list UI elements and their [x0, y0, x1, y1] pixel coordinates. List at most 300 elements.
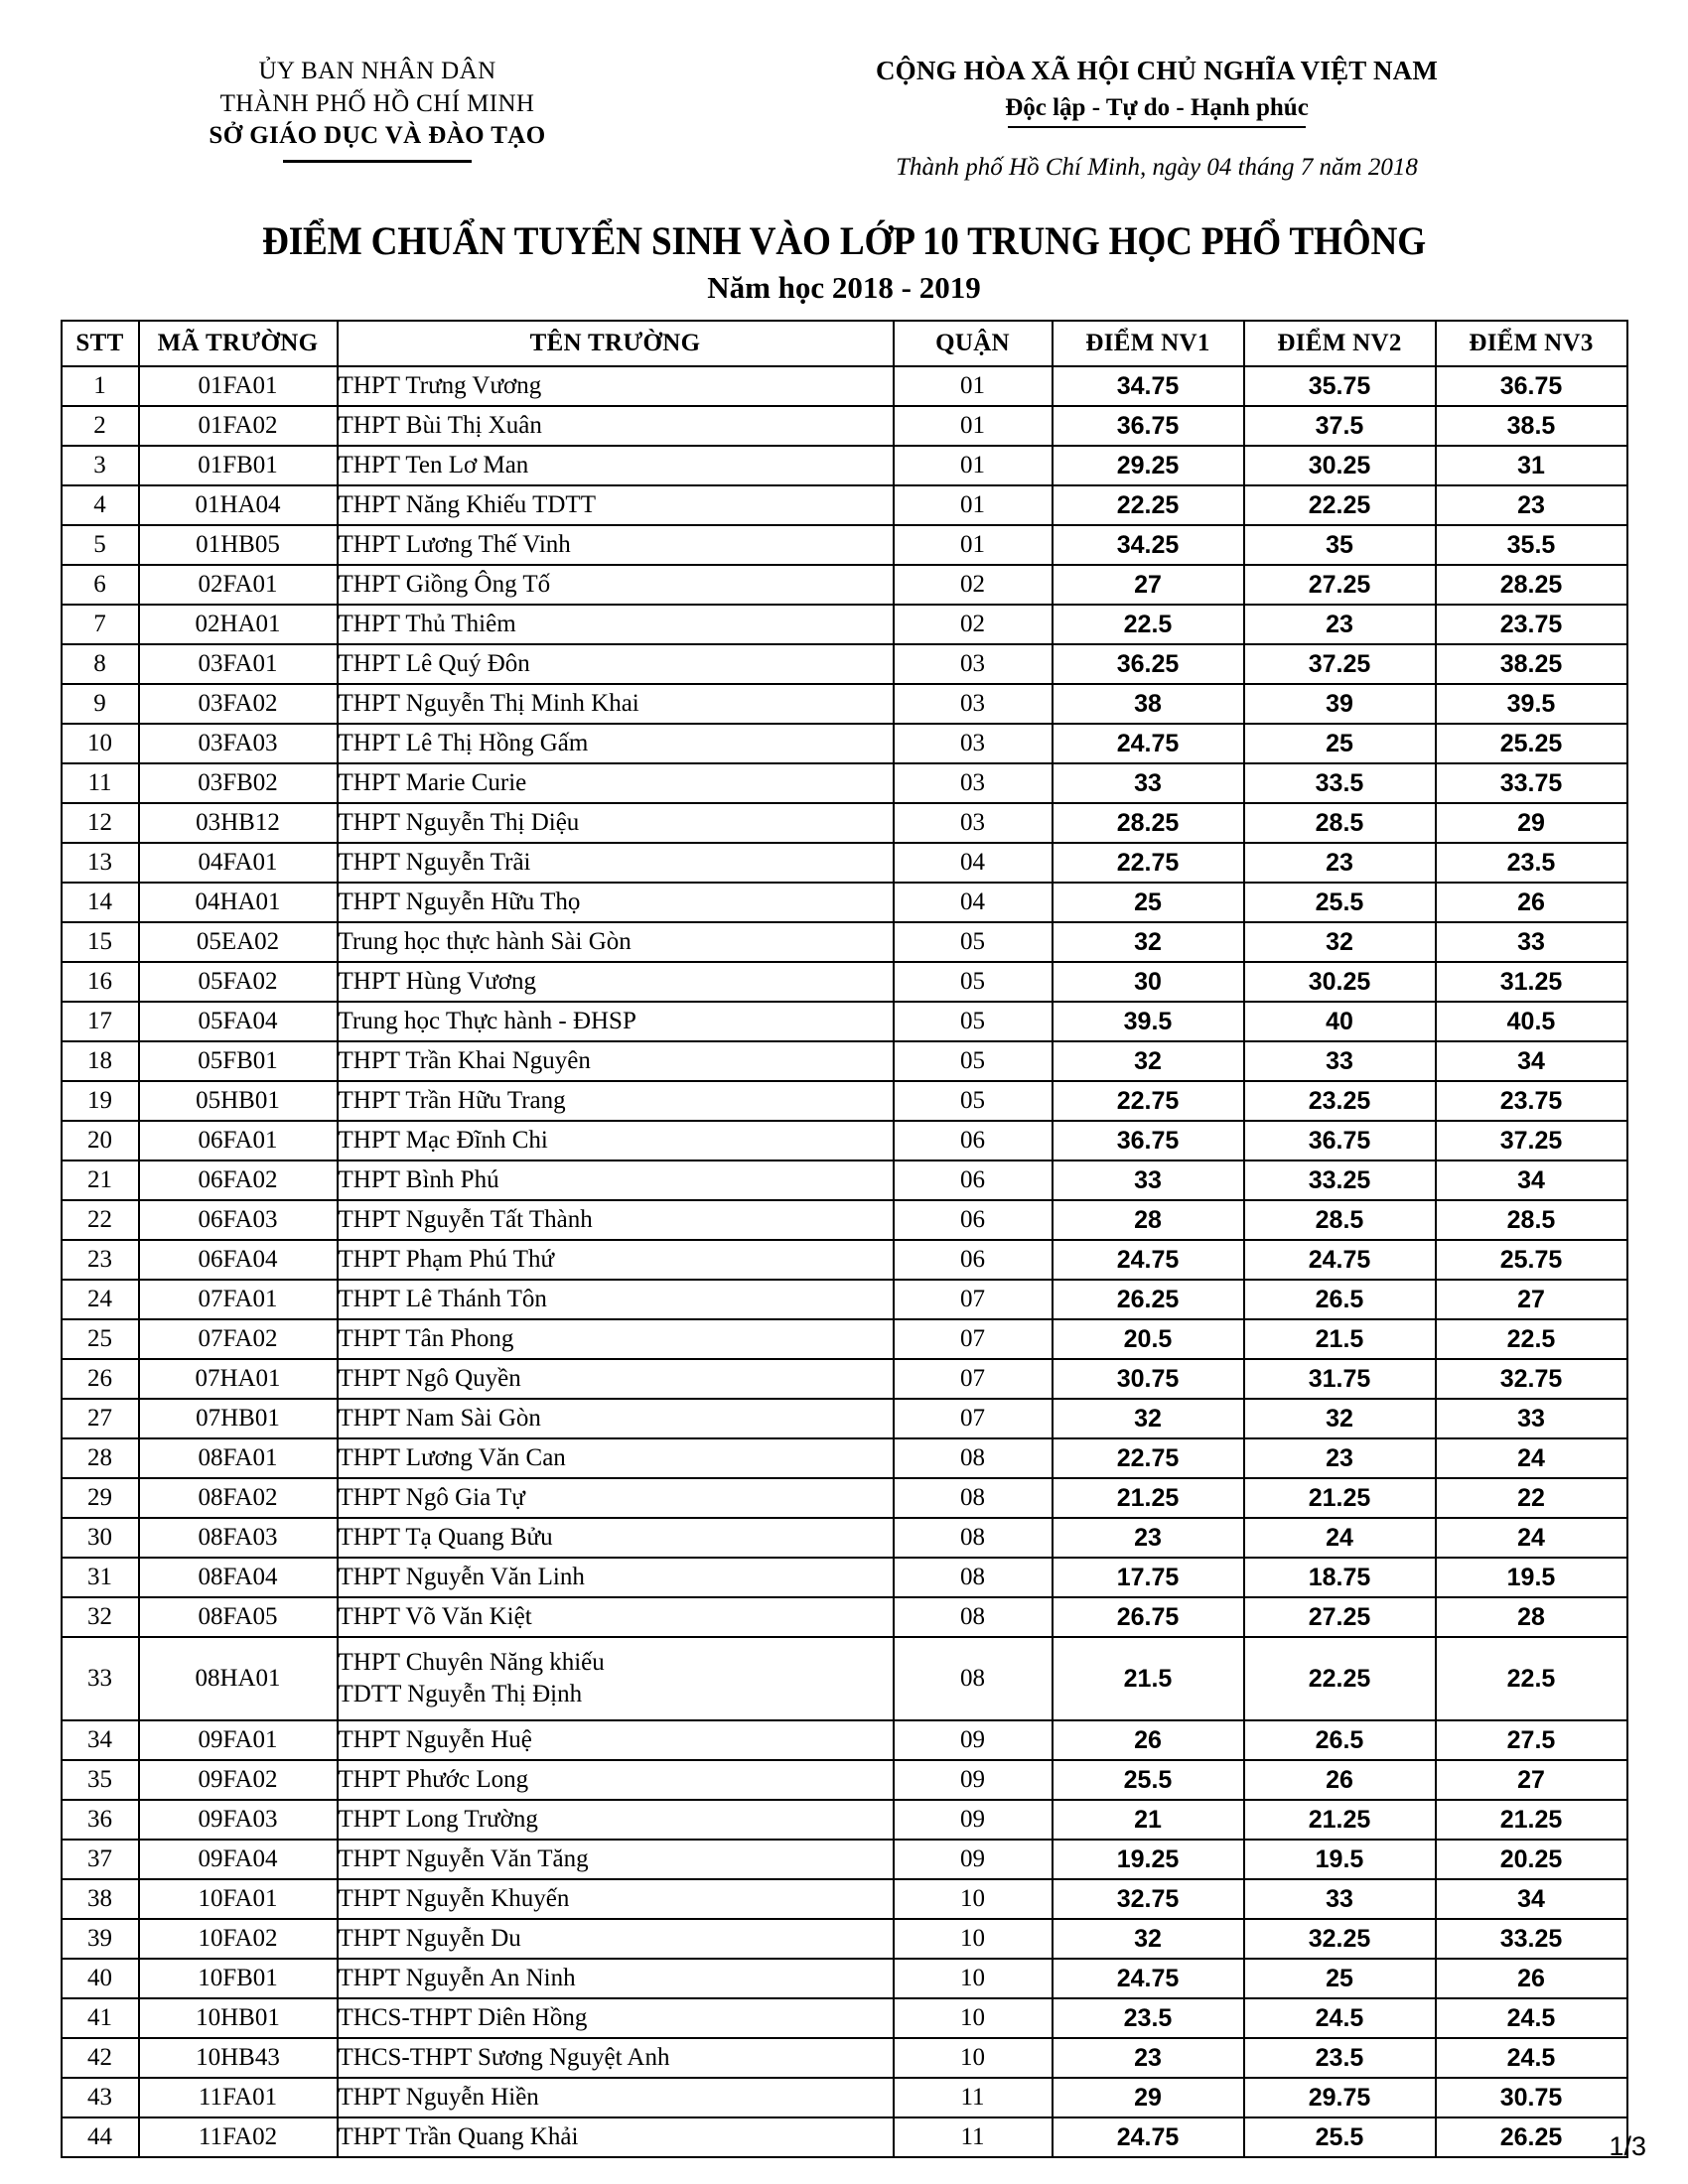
cell-score-nv3: 32.75	[1436, 1359, 1627, 1399]
cell-stt: 12	[62, 803, 139, 843]
cell-score-nv1: 32	[1053, 1041, 1244, 1081]
cell-score-nv2: 31.75	[1244, 1359, 1436, 1399]
table-row	[62, 406, 1627, 446]
cell-stt: 29	[62, 1478, 139, 1518]
cell-score-nv3: 38.25	[1436, 644, 1627, 684]
table-row	[62, 605, 1627, 644]
cell-school-name: THPT Phạm Phú Thứ	[338, 1240, 894, 1280]
cell-stt: 10	[62, 724, 139, 763]
table-row	[62, 1160, 1627, 1200]
cell-stt: 37	[62, 1840, 139, 1879]
cell-school-name: THPT Lê Thị Hồng Gấm	[338, 724, 894, 763]
cell-score-nv2: 23.25	[1244, 1081, 1436, 1121]
cell-district: 05	[894, 1041, 1053, 1081]
table-row	[62, 1319, 1627, 1359]
cell-score-nv1: 28	[1053, 1200, 1244, 1240]
motto-underline	[1008, 126, 1306, 128]
cell-score-nv1: 17.75	[1053, 1558, 1244, 1597]
cell-district: 10	[894, 1998, 1053, 2038]
cell-stt: 16	[62, 962, 139, 1002]
cell-school-name	[338, 1637, 894, 1720]
table-row	[62, 1760, 1627, 1800]
cell-score-nv2: 33	[1244, 1879, 1436, 1919]
table-row	[62, 1200, 1627, 1240]
cell-score-nv1: 36.75	[1053, 1121, 1244, 1160]
cell-school-code: 10FB01	[139, 1959, 338, 1998]
cell-score-nv1: 30.75	[1053, 1359, 1244, 1399]
authority-line-2: THÀNH PHỐ HỒ CHÍ MINH	[219, 89, 535, 117]
cell-score-nv3: 25.25	[1436, 724, 1627, 763]
cell-score-nv3: 30.75	[1436, 2078, 1627, 2117]
cell-school-name: THPT Nguyễn Văn Linh	[338, 1558, 894, 1597]
table-row	[62, 2117, 1627, 2157]
cell-district: 07	[894, 1359, 1053, 1399]
cell-school-name: THPT Ngô Gia Tự	[338, 1478, 894, 1518]
column-header-nv2: ĐIỂM NV2	[1244, 321, 1436, 366]
cell-district: 06	[894, 1121, 1053, 1160]
cell-score-nv3: 23.75	[1436, 1081, 1627, 1121]
cell-score-nv2: 29.75	[1244, 2078, 1436, 2117]
table-row	[62, 1399, 1627, 1438]
cell-score-nv3: 33	[1436, 1399, 1627, 1438]
cell-school-code: 01FA02	[139, 406, 338, 446]
cell-district: 11	[894, 2078, 1053, 2117]
cell-district: 05	[894, 962, 1053, 1002]
cell-stt: 1	[62, 366, 139, 406]
cell-district: 09	[894, 1800, 1053, 1840]
cell-score-nv1: 25.5	[1053, 1760, 1244, 1800]
cell-score-nv1: 26.75	[1053, 1597, 1244, 1637]
cell-district: 01	[894, 406, 1053, 446]
cell-stt: 28	[62, 1438, 139, 1478]
cell-stt: 44	[62, 2117, 139, 2157]
cell-score-nv2: 37.5	[1244, 406, 1436, 446]
cell-school-name: Trung học Thực hành - ĐHSP	[338, 1002, 894, 1041]
table-row	[62, 446, 1627, 485]
cell-score-nv1: 22.75	[1053, 1081, 1244, 1121]
table-row	[62, 1518, 1627, 1558]
cell-score-nv3: 24	[1436, 1438, 1627, 1478]
table-row	[62, 2078, 1627, 2117]
cell-district: 02	[894, 565, 1053, 605]
cell-stt: 27	[62, 1399, 139, 1438]
cell-school-code: 02FA01	[139, 565, 338, 605]
cell-school-code: 07FA02	[139, 1319, 338, 1359]
cell-district: 03	[894, 644, 1053, 684]
cell-school-name: THPT Bình Phú	[338, 1160, 894, 1200]
cell-score-nv2: 30.25	[1244, 962, 1436, 1002]
cell-score-nv3: 28	[1436, 1597, 1627, 1637]
cell-stt: 23	[62, 1240, 139, 1280]
cell-school-name: THPT Nguyễn Du	[338, 1919, 894, 1959]
cell-district: 02	[894, 605, 1053, 644]
cell-district: 09	[894, 1760, 1053, 1800]
cell-school-name: THPT Nguyễn Hiền	[338, 2078, 894, 2117]
cell-score-nv1: 21.5	[1053, 1637, 1244, 1720]
cell-score-nv2: 33	[1244, 1041, 1436, 1081]
cell-stt: 36	[62, 1800, 139, 1840]
cell-stt: 4	[62, 485, 139, 525]
cell-school-code: 05HB01	[139, 1081, 338, 1121]
cell-score-nv3: 20.25	[1436, 1840, 1627, 1879]
cell-score-nv2: 22.25	[1244, 485, 1436, 525]
column-header-nv3: ĐIỂM NV3	[1436, 321, 1627, 366]
cell-score-nv1: 36.75	[1053, 406, 1244, 446]
cell-school-name: THPT Thủ Thiêm	[338, 605, 894, 644]
cell-score-nv2: 21.25	[1244, 1800, 1436, 1840]
cell-score-nv2: 26.5	[1244, 1720, 1436, 1760]
cell-district: 08	[894, 1438, 1053, 1478]
cell-school-name: THPT Nguyễn Hữu Thọ	[338, 883, 894, 922]
cell-school-name: THPT Bùi Thị Xuân	[338, 406, 894, 446]
authority-line-1: ỦY BAN NHÂN DÂN	[258, 58, 496, 84]
cell-score-nv2: 32	[1244, 922, 1436, 962]
cell-school-code: 08HA01	[139, 1637, 338, 1720]
cell-score-nv1: 32	[1053, 922, 1244, 962]
cell-score-nv1: 34.25	[1053, 525, 1244, 565]
cell-school-code: 09FA04	[139, 1840, 338, 1879]
cell-stt: 31	[62, 1558, 139, 1597]
cell-school-name: THPT Trần Khai Nguyên	[338, 1041, 894, 1081]
table-row	[62, 763, 1627, 803]
cell-school-code: 03FB02	[139, 763, 338, 803]
authority-underline	[283, 160, 472, 163]
cell-score-nv2: 30.25	[1244, 446, 1436, 485]
table-row	[62, 1720, 1627, 1760]
cell-school-code: 06FA02	[139, 1160, 338, 1200]
cell-score-nv1: 26.25	[1053, 1280, 1244, 1319]
cell-stt: 42	[62, 2038, 139, 2078]
table-row	[62, 1002, 1627, 1041]
cell-district: 10	[894, 1959, 1053, 1998]
cell-stt: 2	[62, 406, 139, 446]
table-row	[62, 1121, 1627, 1160]
cell-stt: 21	[62, 1160, 139, 1200]
cell-score-nv1: 32	[1053, 1399, 1244, 1438]
cell-school-name: Trung học thực hành Sài Gòn	[338, 922, 894, 962]
cell-stt: 9	[62, 684, 139, 724]
cell-school-code: 10FA01	[139, 1879, 338, 1919]
cell-score-nv3: 31.25	[1436, 962, 1627, 1002]
page-subtitle: Năm học 2018 - 2019	[707, 270, 981, 305]
cell-school-code: 09FA02	[139, 1760, 338, 1800]
cell-stt: 26	[62, 1359, 139, 1399]
table-row	[62, 724, 1627, 763]
cell-score-nv2: 25	[1244, 1959, 1436, 1998]
cell-stt: 20	[62, 1121, 139, 1160]
cell-school-code: 01FA01	[139, 366, 338, 406]
cell-stt: 35	[62, 1760, 139, 1800]
cell-score-nv3: 40.5	[1436, 1002, 1627, 1041]
cell-score-nv2: 25.5	[1244, 883, 1436, 922]
cell-school-code: 02HA01	[139, 605, 338, 644]
cell-stt: 3	[62, 446, 139, 485]
cell-score-nv1: 29.25	[1053, 446, 1244, 485]
cell-school-code: 01HA04	[139, 485, 338, 525]
cell-score-nv2: 18.75	[1244, 1558, 1436, 1597]
cell-stt: 17	[62, 1002, 139, 1041]
cell-score-nv1: 33	[1053, 1160, 1244, 1200]
table-row	[62, 843, 1627, 883]
cell-score-nv3: 24.5	[1436, 1998, 1627, 2038]
cell-score-nv3: 33	[1436, 922, 1627, 962]
cell-school-code: 03FA01	[139, 644, 338, 684]
cell-score-nv2: 24	[1244, 1518, 1436, 1558]
cell-stt: 13	[62, 843, 139, 883]
national-heading-block	[695, 56, 1648, 182]
cell-district: 05	[894, 1081, 1053, 1121]
column-header-school-name: TÊN TRƯỜNG	[338, 321, 894, 366]
cell-school-name: THPT Trần Quang Khải	[338, 2117, 894, 2157]
table-row	[62, 684, 1627, 724]
table-row	[62, 1919, 1627, 1959]
cell-district: 03	[894, 763, 1053, 803]
school-name-line-2: TDTT Nguyễn Thị Định	[338, 1681, 583, 1707]
cell-score-nv2: 33.5	[1244, 763, 1436, 803]
cell-school-code: 09FA01	[139, 1720, 338, 1760]
cell-score-nv3: 27	[1436, 1760, 1627, 1800]
cell-score-nv1: 22.25	[1053, 485, 1244, 525]
cell-score-nv1: 39.5	[1053, 1002, 1244, 1041]
cell-school-code: 05FA04	[139, 1002, 338, 1041]
cell-school-code: 04FA01	[139, 843, 338, 883]
cell-score-nv1: 27	[1053, 565, 1244, 605]
cell-district: 06	[894, 1240, 1053, 1280]
cell-score-nv2: 28.5	[1244, 803, 1436, 843]
cell-stt: 18	[62, 1041, 139, 1081]
cell-score-nv3: 19.5	[1436, 1558, 1627, 1597]
cell-score-nv1: 32.75	[1053, 1879, 1244, 1919]
cell-score-nv1: 36.25	[1053, 644, 1244, 684]
national-motto: Độc lập - Tự do - Hạnh phúc	[1005, 94, 1309, 121]
table-row	[62, 1597, 1627, 1637]
cell-stt: 15	[62, 922, 139, 962]
cell-stt: 24	[62, 1280, 139, 1319]
cell-score-nv2: 35	[1244, 525, 1436, 565]
cell-school-code: 09FA03	[139, 1800, 338, 1840]
cell-stt: 41	[62, 1998, 139, 2038]
cell-school-code: 03FA03	[139, 724, 338, 763]
cell-score-nv3: 26	[1436, 883, 1627, 922]
authority-line-3: SỞ GIÁO DỤC VÀ ĐÀO TẠO	[209, 122, 546, 149]
cell-stt: 38	[62, 1879, 139, 1919]
cell-stt: 22	[62, 1200, 139, 1240]
cell-district: 07	[894, 1280, 1053, 1319]
cell-score-nv2: 32	[1244, 1399, 1436, 1438]
cell-school-code: 08FA04	[139, 1558, 338, 1597]
cell-score-nv3: 27	[1436, 1280, 1627, 1319]
cell-school-code: 08FA01	[139, 1438, 338, 1478]
cell-score-nv3: 39.5	[1436, 684, 1627, 724]
cell-stt: 43	[62, 2078, 139, 2117]
cell-district: 01	[894, 485, 1053, 525]
cell-score-nv1: 22.5	[1053, 605, 1244, 644]
cell-score-nv3: 25.75	[1436, 1240, 1627, 1280]
cell-score-nv3: 22	[1436, 1478, 1627, 1518]
cell-score-nv1: 23.5	[1053, 1998, 1244, 2038]
cell-score-nv2: 27.25	[1244, 1597, 1436, 1637]
cell-school-code: 07FA01	[139, 1280, 338, 1319]
cell-score-nv2: 24.5	[1244, 1998, 1436, 2038]
cell-score-nv1: 33	[1053, 763, 1244, 803]
cell-school-name: THPT Lê Quý Đôn	[338, 644, 894, 684]
table-row	[62, 644, 1627, 684]
cell-score-nv3: 22.5	[1436, 1637, 1627, 1720]
cell-school-name: THPT Giồng Ông Tố	[338, 565, 894, 605]
cell-score-nv1: 22.75	[1053, 1438, 1244, 1478]
cell-school-name: THPT Lương Văn Can	[338, 1438, 894, 1478]
table-row	[62, 485, 1627, 525]
cell-school-code: 11FA01	[139, 2078, 338, 2117]
cell-stt: 14	[62, 883, 139, 922]
cell-score-nv3: 24	[1436, 1518, 1627, 1558]
cell-district: 09	[894, 1840, 1053, 1879]
cell-school-code: 06FA03	[139, 1200, 338, 1240]
cell-score-nv3: 27.5	[1436, 1720, 1627, 1760]
cell-school-name: THPT Phước Long	[338, 1760, 894, 1800]
cell-district: 03	[894, 803, 1053, 843]
cell-score-nv3: 24.5	[1436, 2038, 1627, 2078]
page-number: 1/3	[1609, 2131, 1646, 2161]
cell-district: 10	[894, 1879, 1053, 1919]
cell-school-name: THPT Năng Khiếu TDTT	[338, 485, 894, 525]
cell-score-nv3: 26.25	[1436, 2117, 1627, 2157]
cell-district: 08	[894, 1478, 1053, 1518]
cell-school-name: THCS-THPT Sương Nguyệt Anh	[338, 2038, 894, 2078]
column-header-school-code: MÃ TRƯỜNG	[139, 321, 338, 366]
cell-score-nv1: 23	[1053, 1518, 1244, 1558]
table-row	[62, 565, 1627, 605]
column-header-nv1: ĐIỂM NV1	[1053, 321, 1244, 366]
table-row	[62, 1959, 1627, 1998]
cell-score-nv2: 23	[1244, 1438, 1436, 1478]
cell-school-name: THPT Nguyễn Huệ	[338, 1720, 894, 1760]
cell-score-nv2: 40	[1244, 1002, 1436, 1041]
cell-school-code: 10FA02	[139, 1919, 338, 1959]
cell-score-nv2: 23	[1244, 843, 1436, 883]
cell-score-nv3: 21.25	[1436, 1800, 1627, 1840]
cell-district: 08	[894, 1518, 1053, 1558]
table-row	[62, 1280, 1627, 1319]
cell-school-name: THPT Võ Văn Kiệt	[338, 1597, 894, 1637]
table-row	[62, 1800, 1627, 1840]
cell-score-nv3: 34	[1436, 1160, 1627, 1200]
table-row	[62, 883, 1627, 922]
cell-school-code: 05EA02	[139, 922, 338, 962]
cell-stt: 34	[62, 1720, 139, 1760]
cell-school-code: 10HB01	[139, 1998, 338, 2038]
cell-score-nv1: 23	[1053, 2038, 1244, 2078]
cell-score-nv1: 32	[1053, 1919, 1244, 1959]
cell-score-nv1: 30	[1053, 962, 1244, 1002]
cell-score-nv2: 25	[1244, 724, 1436, 763]
cell-school-name: THPT Hùng Vương	[338, 962, 894, 1002]
cell-score-nv3: 28.25	[1436, 565, 1627, 605]
cell-district: 10	[894, 1919, 1053, 1959]
cell-score-nv3: 26	[1436, 1959, 1627, 1998]
cell-score-nv1: 22.75	[1053, 843, 1244, 883]
cell-score-nv2: 36.75	[1244, 1121, 1436, 1160]
cell-school-code: 08FA02	[139, 1478, 338, 1518]
issuing-authority-block	[40, 56, 695, 163]
cell-score-nv3: 23	[1436, 485, 1627, 525]
cell-school-name: THPT Nguyễn Trãi	[338, 843, 894, 883]
cell-score-nv2: 26.5	[1244, 1280, 1436, 1319]
cell-score-nv1: 24.75	[1053, 1959, 1244, 1998]
cell-school-code: 01HB05	[139, 525, 338, 565]
cell-score-nv3: 33.75	[1436, 763, 1627, 803]
cell-school-code: 10HB43	[139, 2038, 338, 2078]
cell-school-name: THPT Nam Sài Gòn	[338, 1399, 894, 1438]
cell-school-name: THPT Tân Phong	[338, 1319, 894, 1359]
table-header-row	[62, 321, 1627, 366]
cell-district: 04	[894, 883, 1053, 922]
cell-school-name: THPT Nguyễn Tất Thành	[338, 1200, 894, 1240]
cell-school-code: 11FA02	[139, 2117, 338, 2157]
table-row	[62, 1478, 1627, 1518]
admission-scores-table	[61, 320, 1628, 2158]
table-row	[62, 2038, 1627, 2078]
cell-score-nv3: 23.5	[1436, 843, 1627, 883]
cell-stt: 40	[62, 1959, 139, 1998]
cell-school-code: 08FA03	[139, 1518, 338, 1558]
column-header-stt: STT	[62, 321, 139, 366]
cell-school-name: THPT Ten Lơ Man	[338, 446, 894, 485]
cell-school-code: 05FB01	[139, 1041, 338, 1081]
cell-school-name: THPT Nguyễn Khuyến	[338, 1879, 894, 1919]
cell-school-code: 06FA04	[139, 1240, 338, 1280]
column-header-district: QUẬN	[894, 321, 1053, 366]
cell-score-nv2: 23.5	[1244, 2038, 1436, 2078]
cell-score-nv1: 25	[1053, 883, 1244, 922]
table-row	[62, 1637, 1627, 1720]
cell-score-nv3: 33.25	[1436, 1919, 1627, 1959]
cell-school-name: THPT Nguyễn Thị Diệu	[338, 803, 894, 843]
cell-score-nv3: 37.25	[1436, 1121, 1627, 1160]
cell-school-code: 05FA02	[139, 962, 338, 1002]
cell-score-nv1: 38	[1053, 684, 1244, 724]
cell-district: 06	[894, 1200, 1053, 1240]
cell-stt: 19	[62, 1081, 139, 1121]
cell-school-code: 01FB01	[139, 446, 338, 485]
cell-district: 08	[894, 1597, 1053, 1637]
cell-school-name: THPT Ngô Quyền	[338, 1359, 894, 1399]
cell-district: 04	[894, 843, 1053, 883]
cell-school-code: 07HA01	[139, 1359, 338, 1399]
cell-score-nv2: 21.5	[1244, 1319, 1436, 1359]
table-body	[62, 366, 1627, 2157]
cell-district: 05	[894, 922, 1053, 962]
cell-school-name: THPT Trần Hữu Trang	[338, 1081, 894, 1121]
cell-district: 11	[894, 2117, 1053, 2157]
cell-score-nv3: 35.5	[1436, 525, 1627, 565]
table-row	[62, 803, 1627, 843]
school-name-line-1: THPT Chuyên Năng khiếu	[338, 1649, 605, 1676]
table-row	[62, 525, 1627, 565]
cell-district: 09	[894, 1720, 1053, 1760]
cell-district: 10	[894, 2038, 1053, 2078]
cell-school-code: 03HB12	[139, 803, 338, 843]
table-row	[62, 1840, 1627, 1879]
cell-school-name: THPT Trưng Vương	[338, 366, 894, 406]
cell-score-nv1: 24.75	[1053, 724, 1244, 763]
cell-school-name: THPT Nguyễn An Ninh	[338, 1959, 894, 1998]
cell-score-nv3: 34	[1436, 1041, 1627, 1081]
page-title: ĐIỂM CHUẨN TUYỂN SINH VÀO LỚP 10 TRUNG HỌC PHỔ THÔNG	[262, 218, 1426, 263]
table-row	[62, 922, 1627, 962]
cell-stt: 5	[62, 525, 139, 565]
cell-score-nv2: 27.25	[1244, 565, 1436, 605]
